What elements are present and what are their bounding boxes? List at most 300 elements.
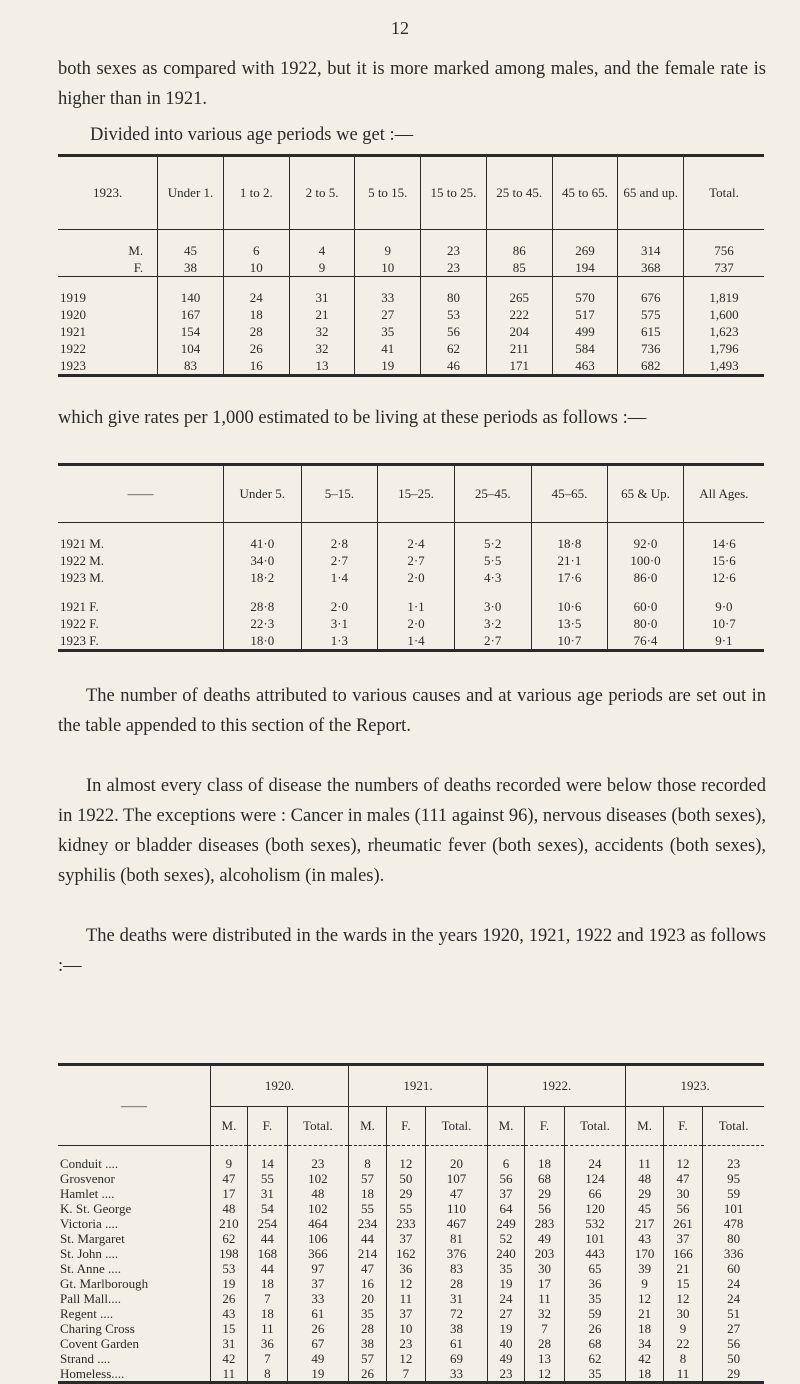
table1-cell: 46 (421, 357, 487, 376)
table1-cell: 18 (223, 306, 289, 323)
table3-cell: 31 (426, 1291, 488, 1306)
table3-sub-header: F. (525, 1107, 564, 1146)
table1-cell: 16 (223, 357, 289, 376)
table3-gap-cell (210, 1146, 247, 1157)
table1-gap-cell (684, 230, 764, 243)
table3-cell: 37 (287, 1276, 349, 1291)
table2-cell: 13·5 (531, 615, 608, 632)
table1-cell: 1,819 (684, 289, 764, 306)
paragraph-2: Divided into various age periods we get :— (90, 125, 414, 145)
table3-cell: St. Margaret (60, 1231, 125, 1246)
table3-cell: 102 (287, 1201, 349, 1216)
table1-header-cell: 1923. (58, 157, 158, 230)
table3-cell: 11 (386, 1291, 425, 1306)
table3-cell: 43 (210, 1306, 247, 1321)
table3-cell: 31 (248, 1186, 287, 1201)
table3-cell: 9 (210, 1156, 247, 1171)
table2-cell: 2·7 (454, 632, 531, 651)
table1-gap-cell (289, 277, 355, 290)
table3-cell: 55 (248, 1171, 287, 1186)
table3-cell: 44 (248, 1231, 287, 1246)
table3-cell: 336 (703, 1246, 764, 1261)
table3-cell: 254 (248, 1216, 287, 1231)
table1-cell: 737 (684, 259, 764, 277)
table1-gap-row (58, 230, 764, 243)
table1-cell: 1921 (60, 323, 86, 339)
table3-cell: 49 (287, 1351, 349, 1366)
table2-row (58, 598, 764, 615)
table2-cell: 5·5 (454, 552, 531, 569)
table3-cell: 36 (564, 1276, 626, 1291)
table3-cell: Regent .... (60, 1306, 114, 1321)
table3-cell: 6 (487, 1156, 524, 1171)
table3-cell: 20 (349, 1291, 386, 1306)
table3-cell: 42 (626, 1351, 663, 1366)
table3-row (58, 1201, 764, 1216)
table3-cell: 62 (210, 1231, 247, 1246)
table1-cell: 154 (158, 323, 224, 340)
table3-cell: Gt. Marlborough (60, 1276, 149, 1291)
table3-row (58, 1291, 764, 1306)
table3-cell: 7 (248, 1351, 287, 1366)
table1-cell: 1,600 (684, 306, 764, 323)
table1-gap-cell (618, 277, 684, 290)
table1-cell: 33 (355, 289, 421, 306)
table3-cell: 7 (525, 1321, 564, 1336)
table3-cell: 376 (426, 1246, 488, 1261)
table3-cell: 11 (210, 1366, 247, 1383)
table3-cell: 19 (210, 1276, 247, 1291)
table3-cell: 33 (426, 1366, 488, 1383)
table1-row (58, 306, 764, 323)
table1-gap-cell (289, 230, 355, 243)
table1-cell: 222 (486, 306, 552, 323)
table3-cell: 56 (703, 1336, 764, 1351)
table3-cell: 27 (487, 1306, 524, 1321)
table3-cell: 81 (426, 1231, 488, 1246)
table2-gap-cell (531, 523, 608, 536)
table2-gap-cell (608, 523, 683, 536)
table3-year-header: 1922. (487, 1066, 626, 1107)
table2-header-cell: Under 5. (223, 466, 301, 523)
table1-cell: 499 (552, 323, 618, 340)
table2-header-cell: 25–45. (454, 466, 531, 523)
table2-cell: 1923 F. (58, 632, 223, 651)
table1-cell: F. (58, 259, 158, 277)
table3-sub-header: Total. (426, 1107, 488, 1146)
table2-gap-cell (58, 523, 223, 536)
table3-cell: 12 (626, 1291, 663, 1306)
table3-row (58, 1231, 764, 1246)
table2-cell: 76·4 (608, 632, 683, 651)
table3-sub-header: M. (210, 1107, 247, 1146)
table3-cell: 31 (210, 1336, 247, 1351)
table2-row (58, 569, 764, 586)
table1-cell: 19 (355, 357, 421, 376)
table2-cell: 10·7 (683, 615, 764, 632)
table2-cell: 3·2 (454, 615, 531, 632)
table1-cell: 41 (355, 340, 421, 357)
table1-gap-cell (421, 230, 487, 243)
table2-row (58, 632, 764, 651)
table3-cell: 28 (426, 1276, 488, 1291)
table3-cell: 210 (210, 1216, 247, 1231)
table2-cell: 1·3 (301, 632, 377, 651)
table1-cell: 86 (486, 242, 552, 259)
table3-cell: 55 (349, 1201, 386, 1216)
table3-cell: 9 (663, 1321, 702, 1336)
table3-sub-header: F. (663, 1107, 702, 1146)
table3-cell: 24 (703, 1291, 764, 1306)
table2-cell: 4·3 (454, 569, 531, 586)
table3-cell: 101 (564, 1231, 626, 1246)
table3-sub-header: Total. (703, 1107, 764, 1146)
table1-cell: 368 (618, 259, 684, 277)
table3-cell: 12 (663, 1291, 702, 1306)
table3-cell: 203 (525, 1246, 564, 1261)
table3-row (58, 1171, 764, 1186)
table2-header-cell: 5–15. (301, 466, 377, 523)
table3-cell: Strand .... (60, 1351, 111, 1366)
table1-header-cell: Total. (684, 157, 764, 230)
table3-cell: 28 (349, 1321, 386, 1336)
table3-cell: 12 (663, 1156, 702, 1171)
table1-cell: 28 (223, 323, 289, 340)
table3-cell: 65 (564, 1261, 626, 1276)
table3-cell: 49 (525, 1231, 564, 1246)
table3-cell: 62 (564, 1351, 626, 1366)
table2-header-cell: 45–65. (531, 466, 608, 523)
table1-cell: 27 (355, 306, 421, 323)
table1-header-cell: 1 to 2. (223, 157, 289, 230)
table1-header-cell: 5 to 15. (355, 157, 421, 230)
table3-cell: 107 (426, 1171, 488, 1186)
table3-cell: 120 (564, 1201, 626, 1216)
table1-header-cell: 65 and up. (618, 157, 684, 230)
table3-cell: 57 (349, 1171, 386, 1186)
table3-cell: 19 (287, 1366, 349, 1383)
table2-cell: 100·0 (608, 552, 683, 569)
table3-cell: 47 (349, 1261, 386, 1276)
table3-cell: 59 (703, 1186, 764, 1201)
table3-cell: 36 (386, 1261, 425, 1276)
table1-gap-cell (421, 277, 487, 290)
table3-cell: 43 (626, 1231, 663, 1246)
table3-cell: 18 (626, 1321, 663, 1336)
table1-cell: 194 (552, 259, 618, 277)
table3-cell: 24 (703, 1276, 764, 1291)
table1-row (58, 357, 764, 376)
table3-cell: 233 (386, 1216, 425, 1231)
table2-gap-cell (454, 523, 531, 536)
table3-row (58, 1246, 764, 1261)
table1-cell: 80 (421, 289, 487, 306)
table3-cell: 20 (426, 1156, 488, 1171)
table1-cell: 23 (421, 259, 487, 277)
table2-cell: 2·7 (378, 552, 455, 569)
table1-cell: 24 (223, 289, 289, 306)
table3-cell: 37 (386, 1306, 425, 1321)
table3-cell: 23 (487, 1366, 524, 1383)
table2-cell: 9·0 (683, 598, 764, 615)
table3-cell: 59 (564, 1306, 626, 1321)
table3-cell: 68 (564, 1336, 626, 1351)
table3-row (58, 1351, 764, 1366)
table2-header-cell: 15–25. (378, 466, 455, 523)
table3-sub-header: M. (487, 1107, 524, 1146)
table3-cell: 19 (487, 1321, 524, 1336)
table3-cell: 95 (703, 1171, 764, 1186)
table3-cell: 23 (287, 1156, 349, 1171)
table1-gap-cell (158, 230, 224, 243)
table1-cell: 45 (158, 242, 224, 259)
table1-cell: 56 (421, 323, 487, 340)
table3-gap-row (58, 1146, 764, 1157)
table3-gap-cell (626, 1146, 663, 1157)
table3-cell: 64 (487, 1201, 524, 1216)
table3-cell: 283 (525, 1216, 564, 1231)
table1-cell: 756 (684, 242, 764, 259)
table2-cell: 1921 M. (60, 535, 105, 551)
table2-cell: 92·0 (608, 535, 683, 552)
table1-header-cell: 45 to 65. (552, 157, 618, 230)
table3-gap-cell (58, 1146, 210, 1157)
table3-year-header: 1920. (210, 1066, 349, 1107)
table3-cell: 11 (626, 1156, 663, 1171)
table1-cell: 62 (421, 340, 487, 357)
table3-cell: 29 (626, 1186, 663, 1201)
table2-gap-cell (683, 586, 764, 598)
table3-sub-header: Total. (287, 1107, 349, 1146)
table1-cell: M. (128, 242, 144, 258)
table1-row (58, 259, 764, 277)
table3-gap-cell (386, 1146, 425, 1157)
table3-cell: 10 (386, 1321, 425, 1336)
ward-deaths-table (58, 1066, 764, 1384)
table1-cell: 10 (223, 259, 289, 277)
table3-cell: 21 (663, 1261, 702, 1276)
table2-cell: 1·1 (378, 598, 455, 615)
table3-row (58, 1156, 764, 1171)
table3-cell: 217 (626, 1216, 663, 1231)
table1-cell: 204 (486, 323, 552, 340)
table3-cell: 30 (663, 1186, 702, 1201)
table3-cell: 97 (287, 1261, 349, 1276)
paragraph-6: The deaths were distributed in the wards in the years 1920, 1921, 1922 and 1923 as follows :— (58, 926, 766, 976)
table3-row (58, 1186, 764, 1201)
table2-gap-row (58, 586, 764, 598)
table2-gap-row (58, 523, 764, 536)
table2-cell: 12·6 (683, 569, 764, 586)
table3-cell: 44 (248, 1261, 287, 1276)
table3-cell: 45 (626, 1201, 663, 1216)
table3-cell: 29 (703, 1366, 764, 1383)
table3-cell: 35 (564, 1291, 626, 1306)
table2-cell: 2·0 (378, 569, 455, 586)
table3-cell: 35 (349, 1306, 386, 1321)
table3-cell: 8 (248, 1366, 287, 1383)
table1-header-cell: 15 to 25. (421, 157, 487, 230)
table3-row (58, 1336, 764, 1351)
table2-cell: 1922 F. (60, 615, 99, 631)
table3-cell: 49 (487, 1351, 524, 1366)
table2-gap-cell (58, 586, 223, 598)
table3-cell: 66 (564, 1186, 626, 1201)
table3-cell: 27 (703, 1321, 764, 1336)
paragraph-3: which give rates per 1,000 estimated to be living at these periods as follows :— (58, 408, 647, 428)
table3-cell: 19 (487, 1276, 524, 1291)
table3-gap-cell (349, 1146, 386, 1157)
table3-cell: 55 (386, 1201, 425, 1216)
table3-cell: 16 (349, 1276, 386, 1291)
table1-cell: 140 (158, 289, 224, 306)
table3-cell: 50 (386, 1171, 425, 1186)
table3-sub-header: M. (349, 1107, 386, 1146)
table3-cell: 12 (386, 1351, 425, 1366)
paragraph-5: In almost every class of disease the numbers of deaths recorded were below those recorded in 1922. The exceptions were : Cancer in males (111 against 96), nervous diseases (both sexes), kidney or bladder diseases (both sexes), rheumatic fever (both sexes), accidents (both sexes), syphilis (both sexes), alcoholism (in males). (58, 776, 766, 886)
table2-cell: 10·7 (531, 632, 608, 651)
table3-cell: 40 (487, 1336, 524, 1351)
table1-cell: 23 (421, 242, 487, 259)
table2-cell: 28·8 (223, 598, 301, 615)
table3-cell: 214 (349, 1246, 386, 1261)
table1-cell: 575 (618, 306, 684, 323)
table3-cell: 11 (525, 1291, 564, 1306)
table2-cell: 1921 F. (60, 598, 99, 614)
table3-cell: 110 (426, 1201, 488, 1216)
table1-cell: 1,493 (684, 357, 764, 376)
table1-cell: 26 (223, 340, 289, 357)
table3-row (58, 1216, 764, 1231)
table3-cell: 249 (487, 1216, 524, 1231)
table3-cell: 54 (248, 1201, 287, 1216)
table1-cell: 1,796 (684, 340, 764, 357)
table1-cell: 1923 (58, 357, 158, 376)
table3-cell: 168 (248, 1246, 287, 1261)
table1-gap-cell (684, 277, 764, 290)
table1-cell: 1920 (60, 306, 86, 322)
table3-cell: 72 (426, 1306, 488, 1321)
death-rates-table (58, 466, 764, 652)
table3-cell: 12 (525, 1366, 564, 1383)
table3-cell: 47 (663, 1171, 702, 1186)
table3-stub-header: —— (58, 1066, 210, 1146)
table1-cell: 570 (552, 289, 618, 306)
table3-cell: Victoria .... (60, 1216, 119, 1231)
table1-cell: 314 (618, 242, 684, 259)
table3-cell: 50 (703, 1351, 764, 1366)
table3-cell: 198 (210, 1246, 247, 1261)
paragraph-1: both sexes as compared with 1922, but it is more marked among males, and the female rate is higher than in 1921. (58, 59, 766, 109)
table3-cell: 51 (703, 1306, 764, 1321)
table2-gap-cell (301, 523, 377, 536)
table1-gap-cell (552, 277, 618, 290)
table3-cell: 8 (349, 1156, 386, 1171)
table2-cell: 18·0 (223, 632, 301, 651)
table3-cell: 464 (287, 1216, 349, 1231)
table1-header-cell: Under 1. (158, 157, 224, 230)
table1-cell: 676 (618, 289, 684, 306)
table2-cell: 86·0 (608, 569, 683, 586)
table3-gap-cell (248, 1146, 287, 1157)
table2-cell: 18·8 (531, 535, 608, 552)
table3-cell: 28 (525, 1336, 564, 1351)
table3-cell: 17 (525, 1276, 564, 1291)
table3-cell: 15 (210, 1321, 247, 1336)
table3-row (58, 1276, 764, 1291)
table3-cell: 29 (525, 1186, 564, 1201)
table1-row (58, 340, 764, 357)
table2-cell: 18·2 (223, 569, 301, 586)
table3-row (58, 1321, 764, 1336)
table3-gap-cell (287, 1146, 349, 1157)
table3-cell: 106 (287, 1231, 349, 1246)
table1-cell: 463 (552, 357, 618, 376)
table3-cell: 101 (703, 1201, 764, 1216)
table1-cell: 1,623 (684, 323, 764, 340)
table3-cell: 69 (426, 1351, 488, 1366)
table3-cell: 21 (626, 1306, 663, 1321)
table1-gap-cell (355, 277, 421, 290)
table3-year-header: 1923. (626, 1066, 764, 1107)
table1-row (58, 289, 764, 306)
table3-cell: 35 (487, 1261, 524, 1276)
table2-gap-cell (223, 586, 301, 598)
table3-cell: 47 (426, 1186, 488, 1201)
table3-cell: 9 (626, 1276, 663, 1291)
table2-cell: 3·0 (454, 598, 531, 615)
table3-cell: 52 (487, 1231, 524, 1246)
table3-cell: 26 (564, 1321, 626, 1336)
table3-cell: 56 (525, 1201, 564, 1216)
table2-cell: 60·0 (608, 598, 683, 615)
table3-row (58, 1366, 764, 1383)
table3-cell: 12 (386, 1276, 425, 1291)
table1-header-cell: 2 to 5. (289, 157, 355, 230)
table1-cell: 6 (223, 242, 289, 259)
table3-gap-cell (426, 1146, 488, 1157)
table3-gap-cell (564, 1146, 626, 1157)
table3-cell: 18 (248, 1306, 287, 1321)
table3-cell: 61 (426, 1336, 488, 1351)
table1-gap-cell (158, 277, 224, 290)
table2-gap-cell (378, 586, 455, 598)
table3-cell: 532 (564, 1216, 626, 1231)
table1-cell: 4 (289, 242, 355, 259)
table3-cell: 18 (525, 1156, 564, 1171)
table3-cell: Pall Mall.... (60, 1291, 122, 1306)
table3-cell: 124 (564, 1171, 626, 1186)
table3-year-header: 1921. (349, 1066, 488, 1107)
table1-cell: 211 (486, 340, 552, 357)
table1-row (58, 323, 764, 340)
table3-gap-cell (525, 1146, 564, 1157)
table3-cell: 37 (663, 1231, 702, 1246)
table3-cell: 32 (525, 1306, 564, 1321)
table3-cell: 102 (287, 1171, 349, 1186)
table3-cell: 443 (564, 1246, 626, 1261)
table1-gap-cell (355, 230, 421, 243)
table3-cell: 18 (248, 1276, 287, 1291)
table1-cell: 21 (289, 306, 355, 323)
table1-cell: 265 (486, 289, 552, 306)
table2-gap-cell (608, 586, 683, 598)
table3-cell: 15 (663, 1276, 702, 1291)
table1-cell: 1922 (60, 340, 86, 356)
table3-cell: 234 (349, 1216, 386, 1231)
table3-cell: 18 (349, 1186, 386, 1201)
table3-cell: 30 (525, 1261, 564, 1276)
